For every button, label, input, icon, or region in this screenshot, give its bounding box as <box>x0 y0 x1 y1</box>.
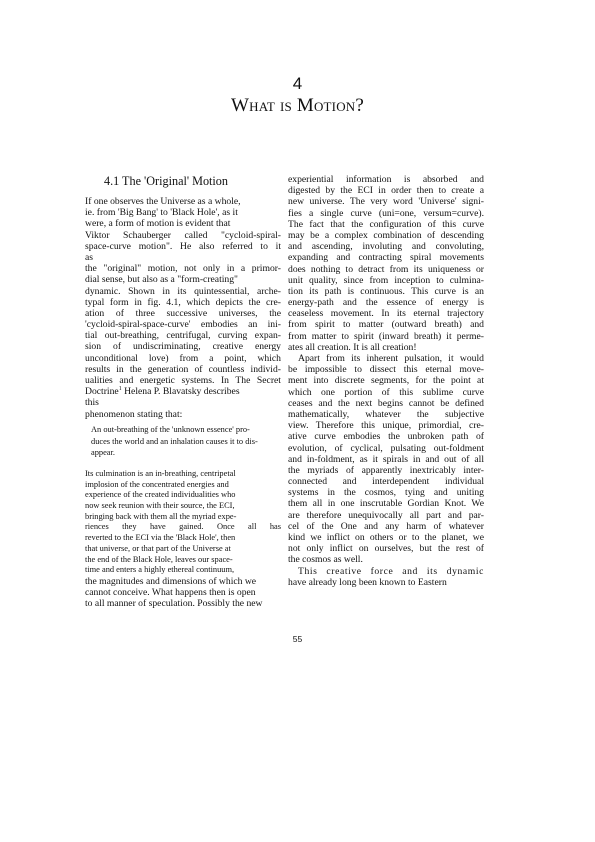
text-line: that universe, or that part of the Universe at <box>85 543 231 553</box>
text-line: fies a single curve (uni=one, versum=curve). <box>288 207 484 219</box>
text-line: digested by the ECI in order then to create a <box>288 185 484 197</box>
text-line: as <box>85 251 94 263</box>
text-line: the cosmos as well. <box>288 554 363 566</box>
text-line: implosion of the concentrated energies and <box>85 479 229 489</box>
text-line: This creative force and its dynamic <box>298 566 484 577</box>
left-paragraph-1 <box>85 196 281 420</box>
text-line: be impossible to dissect this eternal move- <box>288 364 484 376</box>
text-line: ceases and the next begins cannot be defined <box>288 397 484 409</box>
text-line: were, a form of motion is evident that <box>85 218 231 230</box>
text-line: ualities and energetic systems. In The Secret <box>85 375 281 386</box>
text-line: ates all creation. It is all creation! <box>288 341 417 353</box>
quote-line: An out-breathing of the 'unknown essence' pro- <box>91 425 250 434</box>
text-line: Viktor Schauberger called "cycloid-spiral- <box>85 229 281 241</box>
text-line: Apart from its inherent pulsation, it would <box>298 353 484 364</box>
text-line: evolution, of cyclical, pulsating out-foldment <box>288 442 484 454</box>
text-line: the myriads of apparently inextricably inter- <box>288 464 484 476</box>
text-line: cel of the One and any harm of whatever <box>288 520 484 532</box>
text-line: which one portion of this sublime curve <box>288 386 484 398</box>
text-line: cannot conceive. What happens then is open <box>85 587 256 599</box>
right-paragraph-1 <box>288 174 484 353</box>
section-heading: 4.1 The 'Original' Motion <box>104 174 228 188</box>
text-doctrine: Doctrine <box>85 386 119 398</box>
text-line: the "original" motion, not only in a primor- <box>85 263 281 275</box>
text-line: ment into discrete segments, for the point at <box>288 375 484 387</box>
text-line: dial sense, but also as a "form-creating" <box>85 274 238 286</box>
text-line: tion its path is continuous. This curve is an <box>288 285 484 297</box>
text-line-doctrine <box>85 386 281 397</box>
text-line: results in the generation of countless individ- <box>85 363 281 375</box>
text-line: tial out-breathing, centrifugal, curving expan- <box>85 330 281 342</box>
chapter-title <box>0 94 595 118</box>
text-line: this <box>85 397 99 409</box>
text-line: kind we inflict on others or to the planet, we <box>288 532 484 543</box>
text-line: does nothing to detract from its uniqueness or <box>288 263 484 275</box>
right-paragraph-3 <box>288 566 484 588</box>
text-line: connected and interdependent individual <box>288 476 484 488</box>
text-line: view. Therefore this unique, primordial, cre- <box>288 420 484 432</box>
page-number: 55 <box>292 634 303 644</box>
blockquote <box>91 424 279 459</box>
text-line: experiential information is absorbed and <box>288 174 484 185</box>
quote-line: duces the world and an inhalation causes it to dis- <box>91 436 258 446</box>
text-line: new universe. The very word 'Universe' signi- <box>288 196 484 208</box>
text-line: and ascending, involuting and convoluting, <box>288 241 484 253</box>
text-line: expanding and contracting spiral movements <box>288 252 484 264</box>
quote-line: appear. <box>91 448 115 457</box>
text-line: mathematically, whatever the subjective <box>288 408 484 420</box>
text-line: ative curve embodies the unbroken path of <box>288 431 484 443</box>
text-line: bringing back with them all the myriad expe- <box>85 511 237 521</box>
text-line: them all in one inscrutable Gordian Knot. We <box>288 498 484 510</box>
chapter-title-text: What is Motion? <box>230 95 365 116</box>
right-paragraph-2 <box>288 353 484 566</box>
left-paragraph-2 <box>85 469 281 576</box>
text-line: systems in the cosmos, tying and uniting <box>288 487 484 499</box>
text-line: ation of three successive universes, the <box>85 307 281 319</box>
text-line: The fact that the configuration of this curve <box>288 218 484 230</box>
text-line: phenomenon stating that: <box>85 408 183 420</box>
text-line: may be a complex combination of descending <box>288 229 484 241</box>
text-line: unconditional love) from a point, which <box>85 352 281 364</box>
text-line: now seek reunion with their source, the ECI, <box>85 501 235 511</box>
text-line: from matter to spirit (inward breath) it perme- <box>288 330 484 342</box>
text-line: the magnitudes and dimensions of which we <box>85 576 257 587</box>
text-line: unit quality, since from inception to culmina- <box>288 274 484 286</box>
text-line: dynamic. Shown in its quintessential, arche- <box>85 285 281 297</box>
text-line: from spirit to matter (outward breath) and <box>288 319 484 331</box>
text-line: not only inflict on ourselves, but the rest of <box>288 543 484 555</box>
text-line: reverted to the ECI via the 'Black Hole', then <box>85 533 236 543</box>
text-line: typal form in fig. 4.1, which depicts the cre- <box>85 296 281 308</box>
text-doctrine-rest: Helena P. Blavatsky describes <box>121 386 240 398</box>
chapter-number: 4 <box>292 74 303 93</box>
text-line: and in-foldment, as it spirals in and out of all <box>288 453 484 465</box>
text-line: If one observes the Universe as a whole, <box>85 196 241 207</box>
text-line: to all manner of speculation. Possibly the new <box>85 598 263 610</box>
text-line: 'cycloid-spiral-space-curve' embodies an ini- <box>85 319 281 331</box>
text-line: time and enters a highly ethereal continuum, <box>85 565 235 575</box>
footnote-marker: 1 <box>118 385 122 392</box>
text-line: space-curve motion". He also referred to it <box>85 240 281 252</box>
text-line: ie. from 'Big Bang' to 'Black Hole', as it <box>85 207 238 219</box>
text-line: Its culmination is an in-breathing, centripetal <box>85 469 236 478</box>
text-line: energy-path and the essence of energy is <box>288 297 484 309</box>
text-line: ceaseless movement. In its eternal trajectory <box>288 308 484 320</box>
text-line: have already long been known to Eastern <box>288 577 447 589</box>
text-line: the end of the Black Hole, leaves our space- <box>85 554 233 564</box>
text-line: sion of undiscriminating, creative energy <box>85 341 281 353</box>
text-line: are therefore unequivocally all part and par- <box>288 509 484 521</box>
text-line: experience of the created individualities who <box>85 490 236 500</box>
left-paragraph-2-cont <box>85 576 281 610</box>
text-line: riences they have gained. Once all has <box>85 522 281 532</box>
